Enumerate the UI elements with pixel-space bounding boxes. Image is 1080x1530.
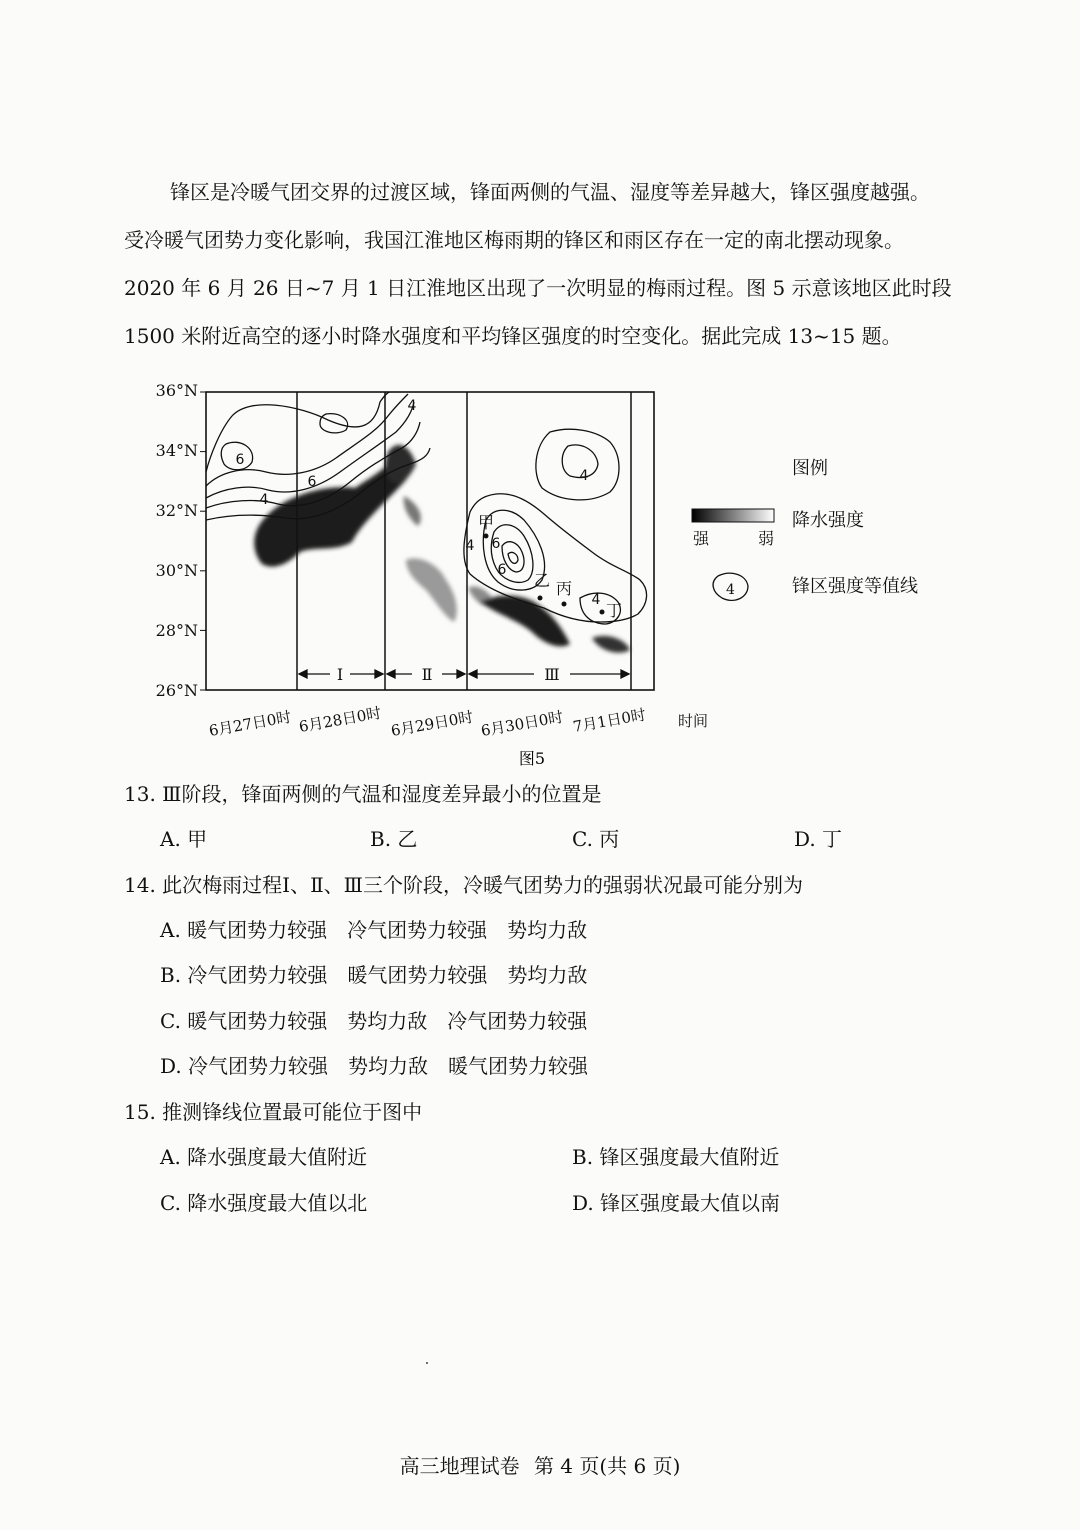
option-15-b[interactable]: B. 锋区强度最大值附近 (572, 1145, 780, 1169)
stage-label-1: Ⅰ (336, 665, 344, 684)
stage-label-3: Ⅲ (544, 665, 560, 684)
x-axis (208, 704, 708, 740)
y-tick-label: 26°N (155, 681, 198, 700)
legend-contour-sample: 4 (726, 582, 735, 598)
point-yi: 乙 (534, 571, 551, 590)
y-tick-label: 30°N (155, 561, 198, 580)
y-tick-label: 28°N (155, 621, 198, 640)
option-13-d[interactable]: D. 丁 (794, 827, 843, 851)
point-jia-marker (484, 534, 489, 539)
y-axis (156, 381, 206, 700)
stray-dot (426, 1362, 428, 1364)
figure-caption: 图5 (518, 749, 546, 768)
precip-blob (592, 636, 630, 653)
x-tick-label: 6月30日0时 (479, 707, 565, 740)
precip-blob (404, 496, 421, 526)
contour-label: 4 (259, 492, 269, 508)
point-bing: 丙 (556, 579, 573, 598)
contour-label: 4 (465, 538, 475, 554)
precip-blob (480, 596, 570, 647)
option-13-a[interactable]: A. 甲 (160, 827, 208, 851)
option-13-b[interactable]: B. 乙 (370, 827, 418, 851)
legend-title: 图例 (792, 458, 828, 479)
option-15-c[interactable]: C. 降水强度最大值以北 (160, 1191, 368, 1215)
footer-title: 高三地理试卷 (399, 1454, 520, 1478)
contour-label: 4 (407, 398, 417, 414)
legend-contour-label: 锋区强度等值线 (792, 576, 918, 597)
y-tick-label: 36°N (155, 381, 198, 400)
precip-blob (406, 558, 457, 622)
contour-label: 6 (307, 474, 317, 490)
contour-label: 6 (491, 536, 501, 552)
legend-weak: 弱 (758, 529, 775, 548)
option-14-c[interactable]: C. 暖气团势力较强 势均力敌 冷气团势力较强 (160, 1009, 588, 1033)
y-tick-label: 34°N (155, 441, 198, 460)
precip-gradient-swatch (692, 509, 774, 522)
x-tick-label: 6月28日0时 (297, 703, 383, 736)
question-14: 14. 此次梅雨过程Ⅰ、Ⅱ、Ⅲ三个阶段，冷暖气团势力的强弱状况最可能分别为 (124, 873, 803, 897)
option-15-d[interactable]: D. 锋区强度最大值以南 (572, 1191, 781, 1215)
question-15: 15. 推测锋线位置最可能位于图中 (124, 1100, 423, 1124)
intro-line: 1500 米附近高空的逐小时降水强度和平均锋区强度的时空变化。据此完成 13~15 题。 (124, 324, 902, 348)
legend (692, 458, 918, 600)
question-13: 13. Ⅲ阶段，锋面两侧的气温和湿度差异最小的位置是 (124, 782, 602, 806)
stage-arrows (299, 670, 629, 678)
x-tick-label: 6月29日0时 (389, 707, 475, 740)
point-ding: 丁 (606, 601, 623, 620)
footer-page: 第 4 页(共 6 页) (533, 1454, 681, 1478)
point-bing-marker (562, 602, 567, 607)
contour-label: 6 (235, 452, 245, 468)
x-axis-title: 时间 (678, 712, 709, 730)
legend-strong: 强 (693, 529, 710, 548)
intro-line: 锋区是冷暖气团交界的过渡区域，锋面两侧的气温、湿度等差异越大，锋区强度越强。 (170, 180, 930, 204)
intro-paragraph (124, 168, 974, 360)
intro-line: 受冷暖气团势力变化影响，我国江淮地区梅雨期的锋区和雨区存在一定的南北摆动现象。 (124, 228, 904, 252)
figure-5 (140, 376, 960, 776)
point-yi-marker (538, 596, 543, 601)
stage-label-2: Ⅱ (421, 665, 433, 684)
option-15-a[interactable]: A. 降水强度最大值附近 (160, 1145, 368, 1169)
option-14-b[interactable]: B. 冷气团势力较强 暖气团势力较强 势均力敌 (160, 963, 588, 987)
contour-label: 6 (497, 562, 507, 578)
point-jia: 甲 (478, 513, 495, 532)
option-13-c[interactable]: C. 丙 (572, 827, 620, 851)
contour-label: 4 (579, 468, 589, 484)
option-14-d[interactable]: D. 冷气团势力较强 势均力敌 暖气团势力较强 (160, 1054, 589, 1078)
point-ding-marker (600, 610, 605, 615)
option-14-a[interactable]: A. 暖气团势力较强 冷气团势力较强 势均力敌 (160, 918, 588, 942)
page-footer (0, 1450, 1080, 1479)
y-tick-label: 32°N (155, 501, 198, 520)
contour-label: 4 (591, 592, 601, 608)
x-tick-label: 7月1日0时 (571, 705, 648, 736)
intro-line: 2020 年 6 月 26 日~7 月 1 日江淮地区出现了一次明显的梅雨过程。图 5 示意该地区此时段 (124, 276, 952, 300)
legend-precip-label: 降水强度 (792, 510, 864, 531)
x-tick-label: 6月27日0时 (207, 707, 293, 740)
